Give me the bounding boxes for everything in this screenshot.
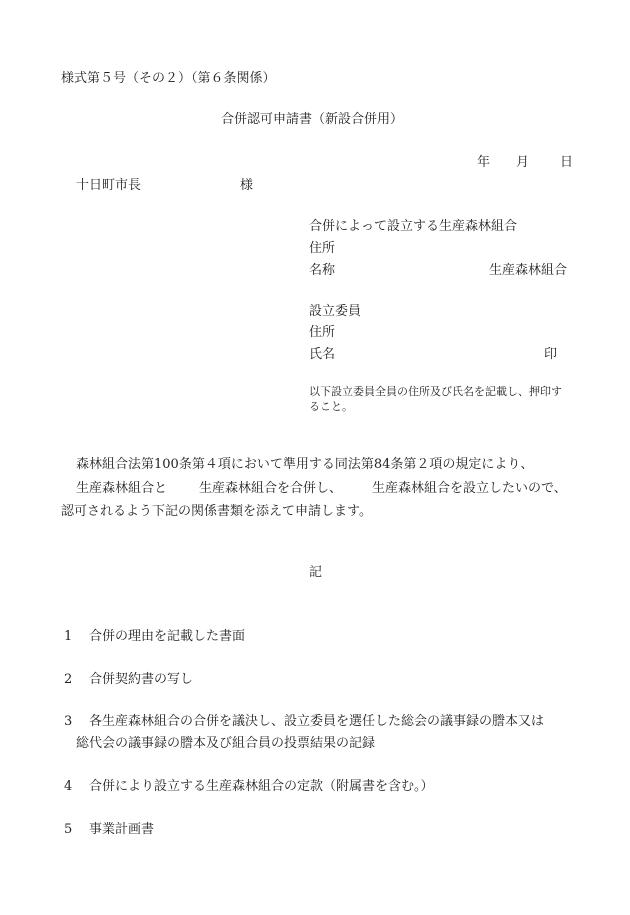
- committee-note-line2: ること。: [309, 400, 353, 413]
- body-line2-part2: 生産森林組合を合併し、: [199, 481, 343, 496]
- date-year-label: 年: [477, 155, 491, 170]
- committee-note-line1: 以下設立委員全員の住所及び氏名を記載し、押印す: [309, 385, 562, 398]
- list-item-number: 5: [64, 822, 73, 837]
- document-title: 合併認可申請書（新設合併用）: [221, 112, 404, 127]
- list-item-text: 事業計画書: [89, 822, 155, 837]
- applicant-name-suffix: 生産森林組合: [489, 263, 568, 278]
- date-day-label: 日: [560, 155, 574, 170]
- body-line1: 森林組合法第100条第４項において準用する同法第84条第２項の規定により、: [76, 457, 534, 472]
- list-item-text: 合併により設立する生産森林組合の定款（附属書を含む。）: [89, 779, 434, 794]
- list-item-number: 1: [64, 629, 73, 644]
- list-item-text: 合併契約書の写し: [89, 672, 194, 687]
- list-item-number: 4: [64, 779, 73, 794]
- form-number: 様式第５号（その２）（第６条関係）: [61, 71, 276, 86]
- committee-heading: 設立委員: [309, 304, 362, 319]
- ki-heading: 記: [309, 565, 323, 580]
- applicant-heading: 合併によって設立する生産森林組合: [309, 219, 518, 234]
- committee-seal-label: 印: [544, 347, 558, 362]
- date-month-label: 月: [516, 155, 530, 170]
- list-item-text-continued: 総代会の議事録の謄本及び組合員の投票結果の記録: [76, 736, 376, 751]
- addressee-name: 十日町市長: [76, 178, 142, 193]
- body-line2-part3: 生産森林組合を設立したいので、: [372, 481, 567, 496]
- applicant-address-label: 住所: [309, 241, 336, 256]
- list-item-number: 2: [64, 672, 73, 687]
- body-line3: 認可されるよう下記の関係書類を添えて申請します。: [61, 504, 372, 519]
- applicant-name-label: 名称: [309, 263, 336, 278]
- body-line2-part1: 生産森林組合と: [76, 481, 168, 496]
- list-item-text: 各生産森林組合の合併を議決し、設立委員を選任した総会の議事録の謄本又は: [89, 714, 545, 729]
- list-item-text: 合併の理由を記載した書面: [89, 629, 246, 644]
- list-item-number: 3: [64, 714, 73, 729]
- addressee-honorific: 様: [240, 178, 254, 193]
- committee-address-label: 住所: [309, 325, 336, 340]
- committee-name-label: 氏名: [309, 347, 336, 362]
